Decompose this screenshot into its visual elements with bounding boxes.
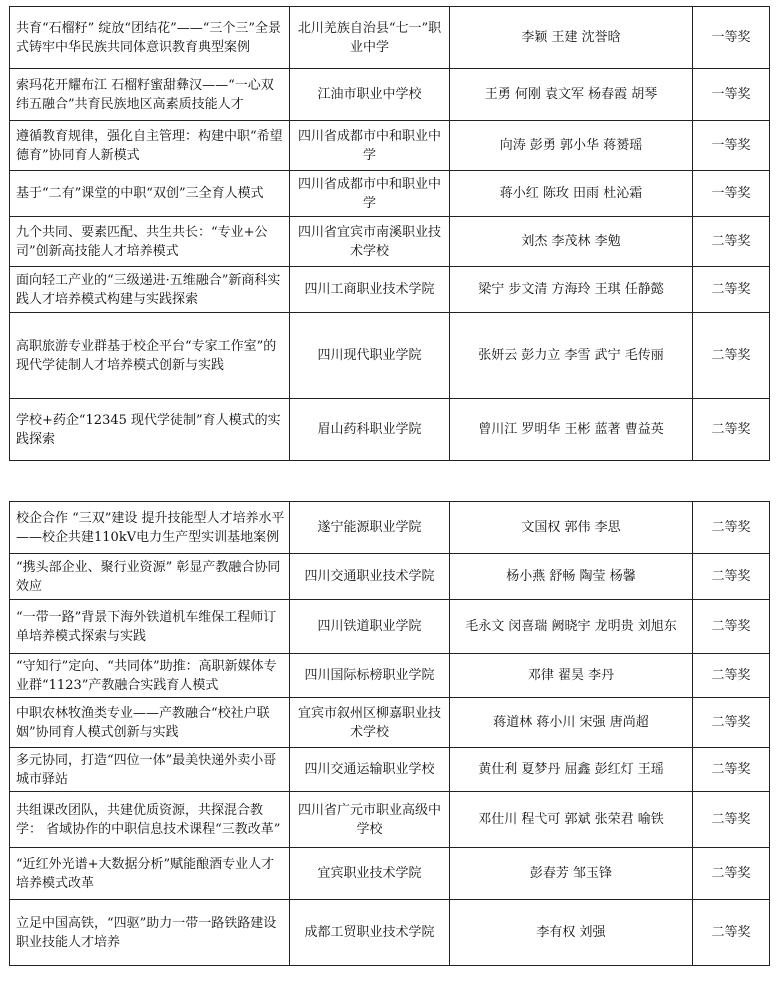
- project-title-cell: 多元协同，打造“四位一体”最美快递外卖小哥城市驿站: [10, 748, 290, 792]
- award-cell: 二等奖: [693, 900, 770, 966]
- members-cell: 邓仕川 程弋可 郭斌 张荣君 喻铁: [450, 792, 693, 848]
- project-title-cell: 共组课改团队，共建优质资源，共探混合教学： 省域协作的中职信息技术课程“三教改革”: [10, 792, 290, 848]
- award-cell: 二等奖: [693, 399, 770, 461]
- members-cell: 刘杰 李茂林 李勉: [450, 217, 693, 267]
- project-title-cell: “携头部企业、聚行业资源” 彰显产教融合协同效应: [10, 554, 290, 600]
- award-cell: 二等奖: [693, 748, 770, 792]
- table-row: [10, 848, 770, 900]
- table-row: [10, 502, 770, 554]
- members-cell: 张妍云 彭力立 李雪 武宁 毛传丽: [450, 313, 693, 399]
- members-cell: 蒋小红 陈玫 田雨 杜沁霜: [450, 171, 693, 217]
- project-title-cell: 基于“二有”课堂的中职“双创”三全育人模式: [10, 171, 290, 217]
- members-cell: 黄仕利 夏梦丹 屈鑫 彭红灯 王瑶: [450, 748, 693, 792]
- school-cell: 四川省成都市中和职业中学: [290, 121, 450, 171]
- table-row: [10, 654, 770, 698]
- project-title-cell: “一带一路”背景下海外铁道机车维保工程师订单培养模式探索与实践: [10, 600, 290, 654]
- award-cell: 二等奖: [693, 217, 770, 267]
- school-cell: 遂宁能源职业学院: [290, 502, 450, 554]
- awards-table-1: [9, 6, 770, 461]
- table-row: [10, 7, 770, 69]
- school-cell: 四川国际标榜职业学院: [290, 654, 450, 698]
- members-cell: 杨小燕 舒畅 陶莹 杨馨: [450, 554, 693, 600]
- table-row: [10, 698, 770, 748]
- project-title-cell: “守知行”定向、“共同体”助推：高职新媒体专业群“1123”产教融合实践育人模式: [10, 654, 290, 698]
- members-cell: 向涛 彭勇 郭小华 蒋赟瑶: [450, 121, 693, 171]
- school-cell: 四川省广元市职业高级中学校: [290, 792, 450, 848]
- table-row: [10, 554, 770, 600]
- table-row: [10, 69, 770, 121]
- project-title-cell: “近红外光谱+大数据分析”赋能酿酒专业人才培养模式改革: [10, 848, 290, 900]
- members-cell: 李颖 王建 沈誉晗: [450, 7, 693, 69]
- table-row: [10, 748, 770, 792]
- school-cell: 江油市职业中学校: [290, 69, 450, 121]
- award-cell: 一等奖: [693, 69, 770, 121]
- project-title-cell: 高职旅游专业群基于校企平台“专家工作室”的现代学徒制人才培养模式创新与实践: [10, 313, 290, 399]
- award-cell: 一等奖: [693, 121, 770, 171]
- award-cell: 二等奖: [693, 502, 770, 554]
- table-row: [10, 267, 770, 313]
- award-cell: 二等奖: [693, 848, 770, 900]
- award-cell: 二等奖: [693, 698, 770, 748]
- project-title-cell: 共育“石榴籽” 绽放“团结花”——“三个三”全景式铸牢中华民族共同体意识教育典型案例: [10, 7, 290, 69]
- school-cell: 四川省宜宾市南溪职业技术学校: [290, 217, 450, 267]
- table-row: [10, 217, 770, 267]
- members-cell: 毛永文 闵喜瑞 阙晓宇 龙明贵 刘旭东: [450, 600, 693, 654]
- school-cell: 四川交通运输职业学校: [290, 748, 450, 792]
- project-title-cell: 索玛花开耀布江 石榴籽蜜甜彝汉——“一心双纬五融合”共育民族地区高素质技能人才: [10, 69, 290, 121]
- award-cell: 一等奖: [693, 7, 770, 69]
- table-row: [10, 600, 770, 654]
- school-cell: 宜宾市叙州区柳嘉职业技术学校: [290, 698, 450, 748]
- project-title-cell: 面向轻工产业的“三级递进·五维融合”新商科实践人才培养模式构建与实践探索: [10, 267, 290, 313]
- table-row: [10, 399, 770, 461]
- school-cell: 四川工商职业技术学院: [290, 267, 450, 313]
- members-cell: 邓律 翟昊 李丹: [450, 654, 693, 698]
- project-title-cell: 立足中国高铁，“四驱”助力一带一路铁路建设职业技能人才培养: [10, 900, 290, 966]
- award-cell: 二等奖: [693, 600, 770, 654]
- awards-table-2-body: [10, 502, 770, 966]
- table-row: [10, 121, 770, 171]
- school-cell: 北川羌族自治县“七一”职业中学: [290, 7, 450, 69]
- members-cell: 蒋道林 蒋小川 宋强 唐尚超: [450, 698, 693, 748]
- project-title-cell: 校企合作 “三双”建设 提升技能型人才培养水平 ——校企共建110kV电力生产型实训基地案例: [10, 502, 290, 554]
- awards-table-2: [9, 501, 770, 966]
- project-title-cell: 学校+药企“12345 现代学徒制”育人模式的实践探索: [10, 399, 290, 461]
- school-cell: 四川现代职业学院: [290, 313, 450, 399]
- award-cell: 一等奖: [693, 171, 770, 217]
- members-cell: 梁宁 步文清 方海玲 王琪 任静懿: [450, 267, 693, 313]
- members-cell: 李有权 刘强: [450, 900, 693, 966]
- school-cell: 宜宾职业技术学院: [290, 848, 450, 900]
- members-cell: 彭春芳 邹玉锋: [450, 848, 693, 900]
- award-cell: 二等奖: [693, 313, 770, 399]
- school-cell: 眉山药科职业学院: [290, 399, 450, 461]
- award-cell: 二等奖: [693, 267, 770, 313]
- award-cell: 二等奖: [693, 554, 770, 600]
- award-cell: 二等奖: [693, 792, 770, 848]
- table-row: [10, 171, 770, 217]
- project-title-cell: 九个共同、要素匹配、共生共长：“专业+公司”创新高技能人才培养模式: [10, 217, 290, 267]
- awards-table-1-body: [10, 7, 770, 461]
- school-cell: 四川交通职业技术学院: [290, 554, 450, 600]
- table-row: [10, 313, 770, 399]
- school-cell: 成都工贸职业技术学院: [290, 900, 450, 966]
- members-cell: 王勇 何刚 袁文军 杨春霞 胡琴: [450, 69, 693, 121]
- members-cell: 文国权 郭伟 李思: [450, 502, 693, 554]
- members-cell: 曾川江 罗明华 王彬 蓝著 曹益英: [450, 399, 693, 461]
- project-title-cell: 遵循教育规律，强化自主管理：构建中职“希望德育”协同育人新模式: [10, 121, 290, 171]
- award-cell: 二等奖: [693, 654, 770, 698]
- school-cell: 四川铁道职业学院: [290, 600, 450, 654]
- school-cell: 四川省成都市中和职业中学: [290, 171, 450, 217]
- table-row: [10, 792, 770, 848]
- project-title-cell: 中职农林牧渔类专业——产教融合“校社户联姻”协同育人模式创新与实践: [10, 698, 290, 748]
- table-row: [10, 900, 770, 966]
